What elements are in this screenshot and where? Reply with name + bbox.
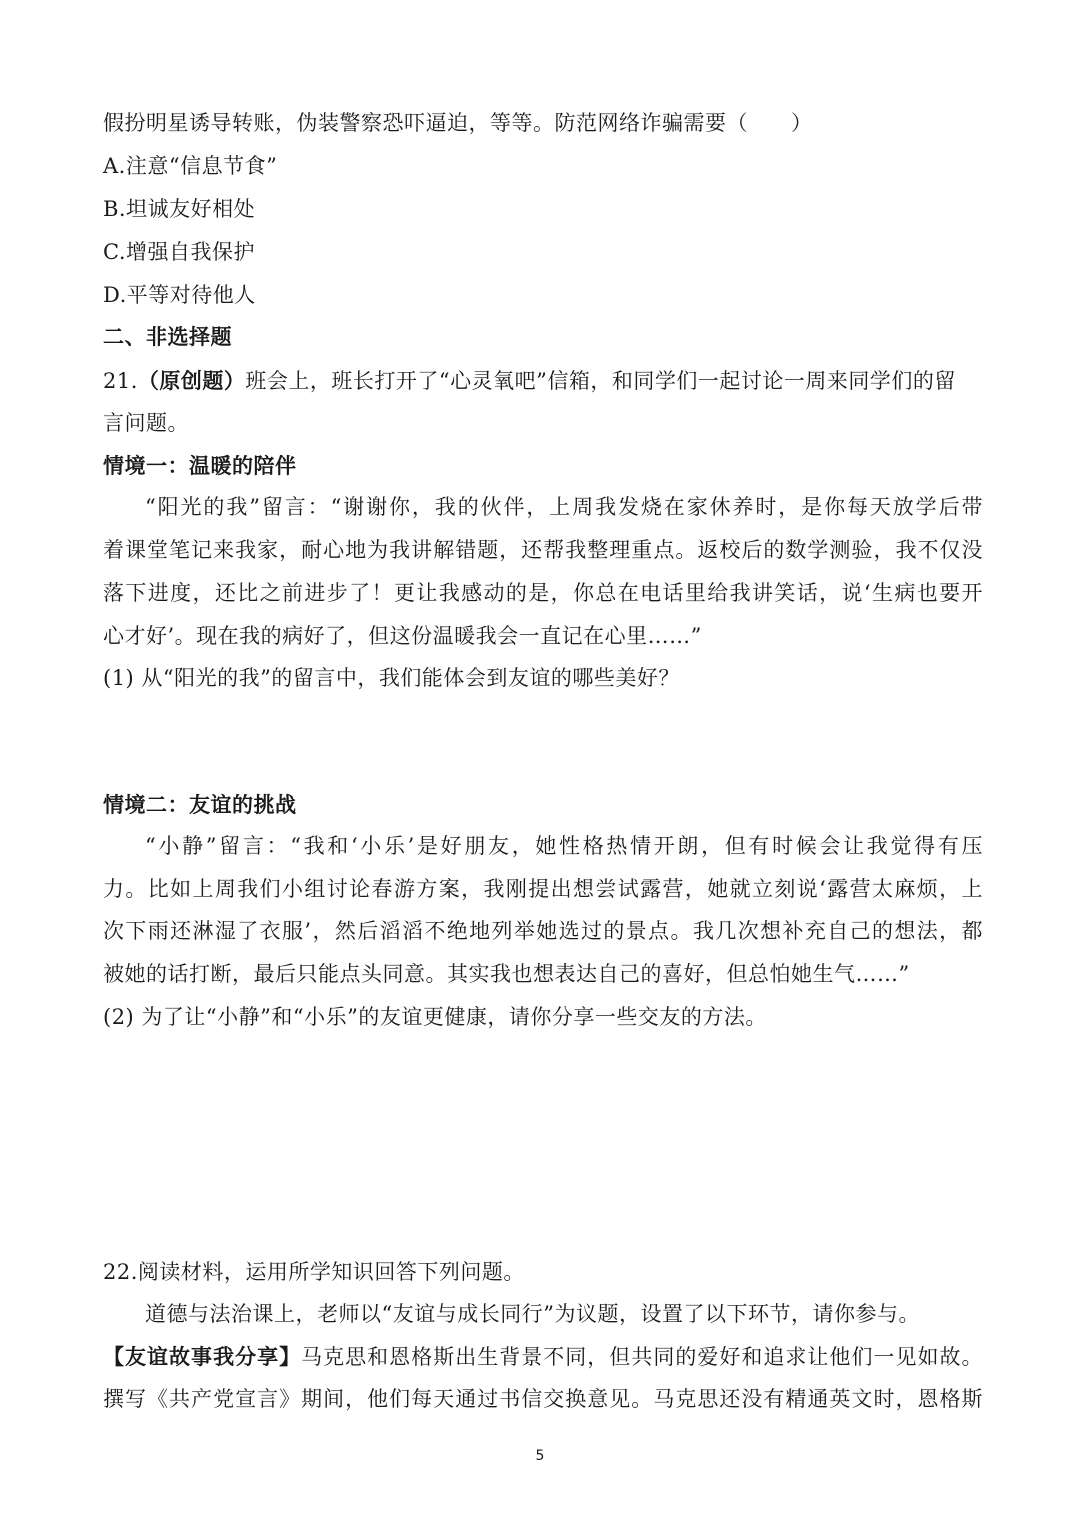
scene2-heading: 情境二：友谊的挑战	[103, 793, 297, 817]
q22-segment-line1	[103, 1342, 983, 1372]
scene2-line-1: “小静”留言：“我和‘小乐’是好朋友，她性格热情开朗，但有时候会让我觉得有压	[145, 834, 983, 858]
page-number: 5	[535, 1448, 545, 1464]
scene2-line-2: 力。比如上周我们小组讨论春游方案，我刚提出想尝试露营，她就立刻说‘露营太麻烦，上	[103, 877, 983, 901]
q20-option-a: A.注意“信息节食”	[103, 154, 278, 178]
q20-stem-tail: 假扮明星诱导转账，伪装警察恐吓逼迫，等等。防范网络诈骗需要（ ）	[103, 111, 813, 135]
q21-number: 21.	[103, 369, 138, 393]
q21-subquestion-2: (2) 为了让“小静”和“小乐”的友谊更健康，请你分享一些交友的方法。	[103, 1005, 767, 1029]
scene1-line-4: 心才好’。现在我的病好了，但这份温暖我会一直记在心里……”	[103, 624, 702, 648]
section-heading: 二、非选择题	[103, 325, 232, 349]
q22-segment-label: 【友谊故事我分享】	[103, 1345, 302, 1369]
q22-intro: 道德与法治课上，老师以“友谊与成长同行”为议题，设置了以下环节，请你参与。	[145, 1302, 920, 1326]
q21-stem-line2: 言问题。	[103, 411, 189, 435]
scene2-line-3: 次下雨还淋湿了衣服’，然后滔滔不绝地列举她选过的景点。我几次想补充自己的想法，都	[103, 919, 983, 943]
q20-option-d: D.平等对待他人	[103, 283, 256, 307]
scene1-heading: 情境一：温暖的陪伴	[103, 454, 297, 478]
q21-stem-line1	[103, 366, 983, 396]
scene1-line-3: 落下进度，还比之前进步了！更让我感动的是，你总在电话里给我讲笑话，说‘生病也要开	[103, 581, 983, 605]
scene1-line-2: 着课堂笔记来我家，耐心地为我讲解错题，还帮我整理重点。返校后的数学测验，我不仅没	[103, 538, 983, 562]
q20-option-b: B.坦诚友好相处	[103, 197, 256, 221]
q22-segment-text: 马克思和恩格斯出生背景不同，但共同的爱好和追求让他们一见如故。	[301, 1345, 984, 1369]
q21-subquestion-1: (1) 从“阳光的我”的留言中，我们能体会到友谊的哪些美好？	[103, 666, 680, 690]
q21-original-tag: （原创题）	[137, 369, 246, 393]
q22-stem: 22.阅读材料，运用所学知识回答下列问题。	[103, 1260, 525, 1284]
q21-stem-text: 班会上，班长打开了“心灵氧吧”信箱，和同学们一起讨论一周来同学们的留	[245, 369, 956, 393]
scene1-line-1: “阳光的我”留言：“谢谢你，我的伙伴，上周我发烧在家休养时，是你每天放学后带	[145, 495, 983, 519]
scene2-line-4: 被她的话打断，最后只能点头同意。其实我也想表达自己的喜好，但总怕她生气……”	[103, 962, 910, 986]
q20-option-c: C.增强自我保护	[103, 240, 255, 264]
q22-segment-line2: 撰写《共产党宣言》期间，他们每天通过书信交换意见。马克思还没有精通英文时，恩格斯	[103, 1387, 983, 1411]
